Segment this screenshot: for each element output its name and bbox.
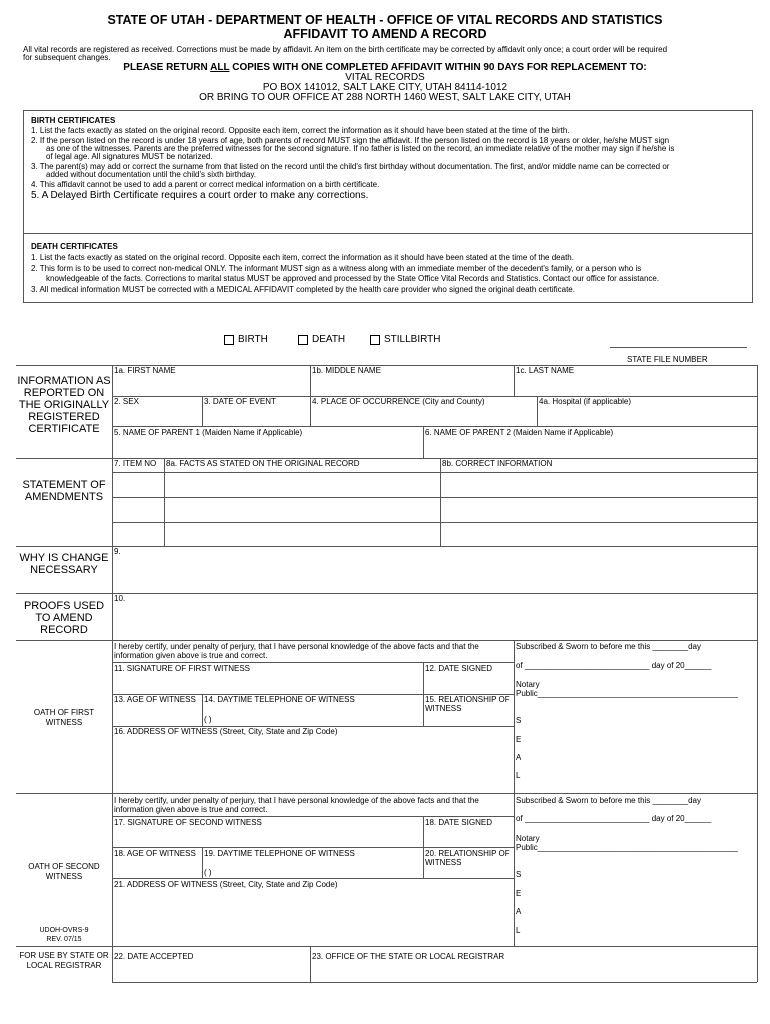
- address-line-2: PO BOX 141012, SALT LAKE CITY, UTAH 84114-1012: [262, 82, 508, 93]
- checkbox-birth[interactable]: BIRTH: [224, 334, 268, 345]
- form-id: UDOH-OVRS-9 REV. 07/15: [39, 927, 89, 943]
- sworn-text-2: Subscribed & Sworn to before me this ________day: [516, 796, 702, 805]
- public-1: Public_____________________________________________: [516, 689, 739, 698]
- oath1-section-title: OATH OF FIRST WITNESS: [33, 708, 95, 727]
- death-heading: DEATH CERTIFICATES: [31, 242, 118, 251]
- certify-text-2: I hereby certify, under penalty of perjury, that I have personal knowledge of the above facts and that the: [114, 796, 479, 805]
- facts-original-label: 8a. FACTS AS STATED ON THE ORIGINAL RECORD: [166, 459, 360, 468]
- item9-label: 9.: [114, 547, 121, 556]
- birth-heading: BIRTH CERTIFICATES: [31, 116, 116, 125]
- for-use-section-title: FOR USE BY STATE OR LOCAL REGISTRAR: [19, 951, 109, 970]
- age-witness-1-label: 13. AGE OF WITNESS: [114, 695, 196, 704]
- birth-instructions-box: [23, 110, 753, 250]
- seal-s-1: S: [516, 716, 522, 725]
- amendments-section-title: STATEMENT OF AMENDMENTS: [22, 479, 106, 503]
- birth-checkbox-box[interactable]: [224, 335, 234, 345]
- of-day-1: of ____________________________ day of 20______: [516, 661, 712, 670]
- age-witness-2-label: 18. AGE OF WITNESS: [114, 849, 196, 858]
- death-item-1: 1. List the facts exactly as stated on the original record. Opposite each item, correct the information as it should have been stated at the time of the death.: [31, 253, 574, 262]
- stillbirth-checkbox-box[interactable]: [370, 335, 380, 345]
- seal-a-1: A: [516, 753, 522, 762]
- last-name-label: 1c. LAST NAME: [516, 366, 575, 375]
- checkbox-stillbirth[interactable]: STILLBIRTH: [370, 334, 441, 345]
- death-instructions-box: [23, 233, 753, 303]
- birth-item-3b: added without documentation until the child's sixth birthday.: [46, 170, 256, 179]
- birth-item-2b: as one of the witnesses. Parents are the preferred witnesses for the second signature. If no father is listed on the record, an immediate relative of the mother may sign if he/she is: [46, 144, 675, 153]
- address-witness-1-label: 16. ADDRESS OF WITNESS (Street, City, State and Zip Code): [114, 727, 338, 736]
- relationship-2-label: 20. RELATIONSHIP OF WITNESS: [425, 849, 510, 867]
- sworn-text-1: Subscribed & Sworn to before me this ________day: [516, 642, 702, 651]
- birth-item-2c: of legal age. All signatures MUST be notarized.: [46, 152, 213, 161]
- death-checkbox-box[interactable]: [298, 335, 308, 345]
- intro-text-2: for subsequent changes.: [23, 53, 111, 62]
- item-no-label: 7. ITEM NO: [114, 459, 157, 468]
- seal-e-1: E: [516, 735, 522, 744]
- death-item-3: 3. All medical information MUST be corrected with a MEDICAL AFFIDAVIT completed by the health care provider who signed the original death certificate.: [31, 285, 575, 294]
- date-signed-1-label: 12. DATE SIGNED: [425, 664, 492, 673]
- why-section-title: WHY IS CHANGE NECESSARY: [19, 552, 109, 576]
- form-subtitle: AFFIDAVIT TO AMEND A RECORD: [283, 27, 487, 41]
- proofs-section-title: PROOFS USED TO AMEND RECORD: [23, 600, 105, 636]
- seal-s-2: S: [516, 870, 522, 879]
- address-line-1: VITAL RECORDS: [345, 72, 425, 83]
- birth-item-2: 2. If the person listed on the record is under 18 years of age, both parents of record MUST sign the affidavit. If the person listed on the record is 18 years or older, he/she MUST sign: [31, 136, 670, 145]
- info-section-title: INFORMATION AS REPORTED ON THE ORIGINALLY REGISTERED CERTIFICATE: [17, 375, 111, 435]
- intro-text: All vital records are registered as received. Corrections must be made by affidavit. An item on the birth certificate may be corrected by affidavit only once; a court order will be required: [23, 45, 668, 54]
- certify-text-1: I hereby certify, under penalty of perjury, that I have personal knowledge of the above facts and that the: [114, 642, 479, 651]
- seal-e-2: E: [516, 889, 522, 898]
- checkbox-death[interactable]: DEATH: [298, 334, 345, 345]
- notary-2: Notary: [516, 834, 540, 843]
- address-line-3: OR BRING TO OUR OFFICE AT 288 NORTH 1460 WEST, SALT LAKE CITY, UTAH: [199, 92, 571, 103]
- correct-info-label: 8b. CORRECT INFORMATION: [442, 459, 553, 468]
- phone-witness-2-label: 19. DAYTIME TELEPHONE OF WITNESS: [204, 849, 355, 858]
- phone-witness-2-paren: ( ): [204, 868, 212, 877]
- phone-witness-1-paren: ( ): [204, 715, 212, 724]
- birth-item-1: 1. List the facts exactly as stated on the original record. Opposite each item, correct the information as it should have been stated at the time of the birth.: [31, 126, 570, 135]
- date-signed-2-label: 18. DATE SIGNED: [425, 818, 492, 827]
- death-item-2b: knowledgeable of the facts. Corrections to marital status MUST be approved and processed by the State Office Vital Records and Statistics. Contact our office for assistance.: [46, 274, 660, 283]
- seal-a-2: A: [516, 907, 522, 916]
- parent2-label: 6. NAME OF PARENT 2 (Maiden Name if Applicable): [425, 428, 614, 437]
- relationship-1-label: 15. RELATIONSHIP OF WITNESS: [425, 695, 510, 713]
- birth-item-4: 4. This affidavit cannot be used to add a parent or correct medical information on a birth certificate.: [31, 180, 380, 189]
- place-of-occurrence-label: 4. PLACE OF OCCURRENCE (City and County): [312, 397, 485, 406]
- parent1-label: 5. NAME OF PARENT 1 (Maiden Name if Applicable): [114, 428, 303, 437]
- signature-second-label: 17. SIGNATURE OF SECOND WITNESS: [114, 818, 262, 827]
- public-2: Public_____________________________________________: [516, 843, 739, 852]
- oath2-section-title: OATH OF SECOND WITNESS: [28, 862, 100, 881]
- birth-item-3: 3. The parent(s) may add or correct the surname from that listed on the record until the child's first birthday without documentation. The first, and/or middle name can be corrected or: [31, 162, 670, 171]
- form-title: STATE OF UTAH - DEPARTMENT OF HEALTH - OFFICE OF VITAL RECORDS AND STATISTICS: [107, 13, 663, 27]
- notary-1: Notary: [516, 680, 540, 689]
- return-instruction: PLEASE RETURN ALL COPIES WITH ONE COMPLETED AFFIDAVIT WITHIN 90 DAYS FOR REPLACEMENT TO:: [123, 62, 647, 73]
- date-accepted-label: 22. DATE ACCEPTED: [114, 952, 194, 961]
- seal-l-1: L: [516, 771, 521, 780]
- date-of-event-label: 3. DATE OF EVENT: [204, 397, 276, 406]
- phone-witness-1-label: 14. DAYTIME TELEPHONE OF WITNESS: [204, 695, 355, 704]
- seal-l-2: L: [516, 926, 521, 935]
- certify-text-1b: information given above is true and correct.: [114, 651, 268, 660]
- first-name-label: 1a. FIRST NAME: [114, 366, 176, 375]
- hospital-label: 4a. Hospital (if applicable): [539, 397, 632, 406]
- address-witness-2-label: 21. ADDRESS OF WITNESS (Street, City, State and Zip Code): [114, 880, 338, 889]
- state-file-number-line[interactable]: [610, 347, 747, 348]
- registrar-office-label: 23. OFFICE OF THE STATE OR LOCAL REGISTRAR: [312, 952, 505, 961]
- of-day-2: of ____________________________ day of 20______: [516, 814, 712, 823]
- birth-item-5: 5. A Delayed Birth Certificate requires a court order to make any corrections.: [31, 190, 369, 201]
- certify-text-2b: information given above is true and correct.: [114, 805, 268, 814]
- item10-label: 10.: [114, 594, 126, 603]
- sex-label: 2. SEX: [114, 397, 139, 406]
- death-item-2: 2. This form is to be used to correct non-medical ONLY. The informant MUST sign as a witness along with an immediate member of the decedent's family, or a person who is: [31, 264, 642, 273]
- state-file-number-label: STATE FILE NUMBER: [627, 355, 708, 364]
- middle-name-label: 1b. MIDDLE NAME: [312, 366, 381, 375]
- signature-first-label: 11. SIGNATURE OF FIRST WITNESS: [114, 664, 251, 673]
